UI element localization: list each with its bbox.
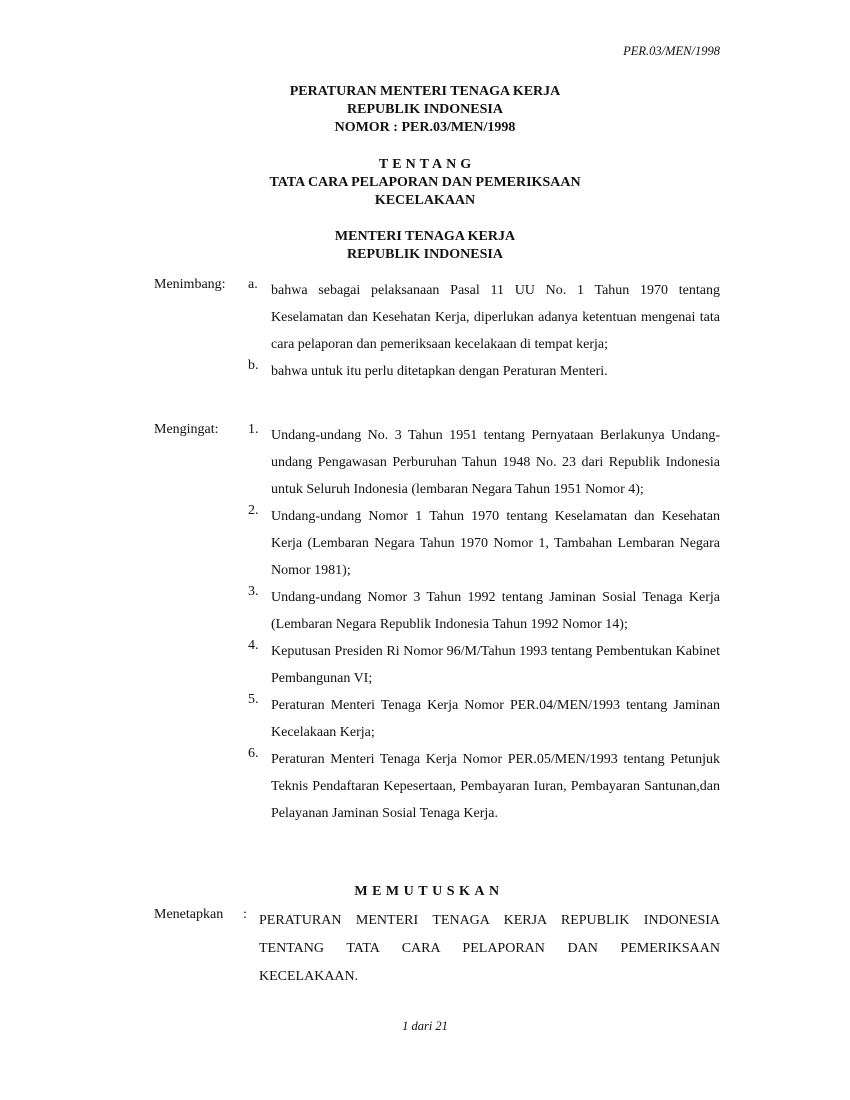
mengingat-label: Mengingat: (154, 422, 219, 437)
list-item (154, 584, 720, 638)
list-item (154, 638, 720, 692)
list-item (154, 692, 720, 746)
running-header: PER.03/MEN/1998 (623, 44, 720, 58)
title-line: NOMOR : PER.03/MEN/1998 (334, 120, 516, 135)
list-item (154, 422, 720, 503)
menetapkan-section (154, 907, 720, 991)
item-text: bahwa sebagai pelaksanaan Pasal 11 UU No. 1 Tahun 1970 tentang Keselamatan dan Kesehatan Kerja, diperlukan adanya ketentuan mengenai tata cara pelaporan dan pemeriksaan kecelakaan di tempat kerja; (271, 283, 720, 352)
title-line: REPUBLIK INDONESIA (347, 102, 503, 117)
memutuskan-heading: MEMUTUSKAN (354, 884, 504, 899)
subject-line: TATA CARA PELAPORAN DAN PEMERIKSAAN (269, 175, 581, 190)
item-text: Undang-undang No. 3 Tahun 1951 tentang Pernyataan Berlakunya Undang-undang Pengawasan Perburuhan Tahun 1948 No. 23 dari Republik Indonesia untuk Seluruh Indonesia (lembaran Negara Tahun 1951 Nomor 4); (271, 428, 720, 497)
tentang-heading: TENTANG (378, 157, 476, 172)
authority-line: MENTERI TENAGA KERJA (334, 229, 516, 244)
menimbang-label: Menimbang: (154, 277, 226, 292)
item-marker: 6. (248, 746, 259, 761)
item-marker: 4. (248, 638, 259, 653)
item-text: Peraturan Menteri Tenaga Kerja Nomor PER.05/MEN/1993 tentang Petunjuk Teknis Pendaftaran Kepesertaan, Pembayaran Iuran, Pembayaran Santunan,dan Pelayanan Jaminan Sosial Tenaga Kerja. (271, 752, 720, 821)
list-item (154, 277, 720, 358)
item-marker: 5. (248, 692, 259, 707)
item-text: Undang-undang Nomor 3 Tahun 1992 tentang Jaminan Sosial Tenaga Kerja (Lembaran Negara Republik Indonesia Tahun 1992 Nomor 14); (271, 590, 720, 632)
item-marker: a. (248, 277, 258, 292)
list-item (154, 358, 720, 385)
item-marker: 2. (248, 503, 259, 518)
mengingat-section (154, 422, 720, 827)
menetapkan-label: Menetapkan (154, 907, 224, 922)
item-text: Undang-undang Nomor 1 Tahun 1970 tentang Keselamatan dan Kesehatan Kerja (Lembaran Negara Tahun 1970 Nomor 1, Tambahan Lembaran Negara Nomor 1981); (271, 509, 720, 578)
regulation-subject (0, 156, 850, 210)
authority-line: REPUBLIK INDONESIA (347, 247, 503, 262)
item-text: Keputusan Presiden Ri Nomor 96/M/Tahun 1993 tentang Pembentukan Kabinet Pembangunan VI; (271, 644, 720, 686)
page-number: 1 dari 21 (402, 1019, 448, 1033)
item-marker: 3. (248, 584, 259, 599)
regulation-title (0, 83, 850, 137)
menetapkan-text: PERATURAN MENTERI TENAGA KERJA REPUBLIK INDONESIA TENTANG TATA CARA PELAPORAN DAN PEMERIKSAAN KECELAKAAN. (259, 913, 720, 984)
menetapkan-colon: : (243, 907, 247, 922)
item-marker: b. (248, 358, 259, 373)
item-marker: 1. (248, 422, 259, 437)
title-line: PERATURAN MENTERI TENAGA KERJA (289, 84, 561, 99)
item-text: Peraturan Menteri Tenaga Kerja Nomor PER.04/MEN/1993 tentang Jaminan Kecelakaan Kerja; (271, 698, 720, 740)
list-item (154, 503, 720, 584)
issuing-authority (0, 228, 850, 264)
menimbang-section (154, 277, 720, 385)
item-text: bahwa untuk itu perlu ditetapkan dengan Peraturan Menteri. (271, 364, 608, 379)
subject-line: KECELAKAAN (374, 193, 476, 208)
list-item (154, 746, 720, 827)
